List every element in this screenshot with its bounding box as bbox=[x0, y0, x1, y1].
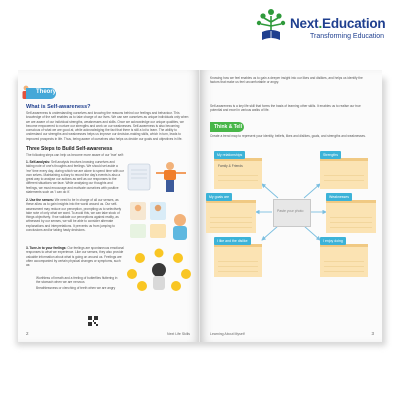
note-strengths-label: Strengths bbox=[320, 151, 341, 159]
page-number-right: 3 bbox=[371, 331, 374, 336]
photo-placeholder[interactable] bbox=[273, 199, 311, 227]
page-number-left: 2 bbox=[26, 331, 29, 336]
note-lines bbox=[324, 257, 364, 273]
think-and-tell-banner: Think & Tell bbox=[210, 122, 244, 132]
note-enjoy-label: I enjoy doing bbox=[320, 237, 346, 245]
footer-right: Learning About Myself bbox=[210, 332, 245, 336]
feelings-emoji-illustration bbox=[124, 248, 194, 292]
brand-logo bbox=[256, 8, 392, 50]
bullet-nervous: Worthless of breath and a feeling of butterflies fluttering in the stomach when we are nervous bbox=[36, 276, 118, 285]
note-lines bbox=[218, 171, 258, 185]
note-goals[interactable] bbox=[206, 195, 256, 233]
note-relationships[interactable] bbox=[214, 153, 262, 189]
theory-banner: Theory bbox=[26, 88, 56, 99]
note-likes-label: I like and the dislike bbox=[214, 237, 251, 245]
note-lines bbox=[210, 213, 252, 229]
footer-left: Next Life Skills bbox=[167, 332, 190, 336]
brand-tagline: Transforming Education bbox=[310, 33, 385, 40]
note-relationships-sub: Family & Friends bbox=[218, 164, 243, 168]
step-use-senses: 2. Use the senses: We need to be in charge of all our senses, as these allow us to gain insights into the world around us. Our self-assessment may reduce our perception, prompting us to selectively take note of only what we want. To avoid this, we can take stock of things objectively. If we validate our perceptions against reality, as witnessed by our senses, we will be able to consider alternate explanations and interpretations. It prevents us from jumping to conclusions and/or taking hasty decisions. bbox=[26, 198, 122, 233]
note-lines bbox=[330, 213, 372, 229]
brand-name: Next.Education bbox=[290, 16, 386, 31]
note-enjoy[interactable] bbox=[320, 239, 368, 277]
bullet-angry: Breathlessness or clenching of teeth when we are angry bbox=[36, 286, 116, 290]
note-weaknesses[interactable] bbox=[326, 195, 376, 233]
steps-heading: Three Steps to Build Self-awareness bbox=[26, 146, 113, 152]
right-page bbox=[200, 70, 382, 342]
activity-instruction: Create a trend map to represent your identity, beliefs, likes and dislikes, goals, and strengths and weaknesses. bbox=[210, 134, 366, 138]
section-heading: What is Self-awareness? bbox=[26, 104, 91, 110]
note-lines bbox=[324, 171, 364, 185]
steps-intro: The following steps can help us become more aware of our 'true' self: bbox=[26, 153, 124, 157]
note-weaknesses-label: Weaknesses bbox=[326, 193, 352, 201]
step-self-analysis: 1. Self-analysis: Self-analysis involves knowing ourselves and taking note of one's thoughts and feelings. We should set aside a 'me' time every day, during which we are alone to spend time with our own selves. Maintaining a diary to record the day's events is also a great way to analyse our actions as well as our responses to the different situations we face. While analysing our thoughts and feelings, we must encourage and motivate ourselves with positive statements such as 'I can do it'. bbox=[26, 160, 124, 195]
note-relationships-label: My relationships bbox=[214, 151, 245, 159]
diary-writing-illustration bbox=[126, 158, 194, 194]
education-tree-icon bbox=[256, 8, 286, 44]
step-tune-in-feelings: 3. Tune-in to your feelings: Our feelings are spontaneous emotional responses to what we experience. Like our senses, they also provide valuable information about what is going on around us. Feelings are often accompanied by certain physical changes or symptoms, such as: bbox=[26, 246, 124, 268]
senses-illustration bbox=[126, 198, 194, 242]
note-goals-label: My goals are bbox=[206, 193, 232, 201]
intro-paragraph: Self-awareness is understanding ourselves and knowing the reasons behind our feelings and behaviour. This knowledge of the self enables us to take charge of our lives. We can see ourselves as unique individuals only when we are aware of our individual strengths, weaknesses and skills. Once we acknowledge our unique qualities, we become empowered to nurture our strengths and work on our weaknesses. Self-awareness is also becoming conscious of what we are good at, while acknowledging the fact that there is still a lot to learn. The ability to understand our strengths and weaknesses helps us improve our decision-making skills, which in turn, leads to improved prospects in life. Thus, being aware of ourselves also helps us decide our goals and objectives in life. bbox=[26, 111, 189, 141]
right-intro: Knowing how we feel enables us to gain a deeper insight into our likes and dislikes, and helps us identify the factors that make us feel uncomfortable or angry. bbox=[210, 76, 363, 85]
photo-placeholder-label: Paste your photo bbox=[277, 209, 304, 213]
note-likes[interactable] bbox=[214, 239, 262, 277]
qr-code-icon bbox=[88, 316, 98, 326]
note-lines bbox=[218, 257, 258, 273]
note-strengths[interactable] bbox=[320, 153, 368, 189]
right-intro-2: Self-awareness is a key life skill that forms the basis of learning other skills. It enables us to realise our true potential and excel in various walks of life. bbox=[210, 104, 361, 113]
left-page bbox=[18, 70, 200, 342]
